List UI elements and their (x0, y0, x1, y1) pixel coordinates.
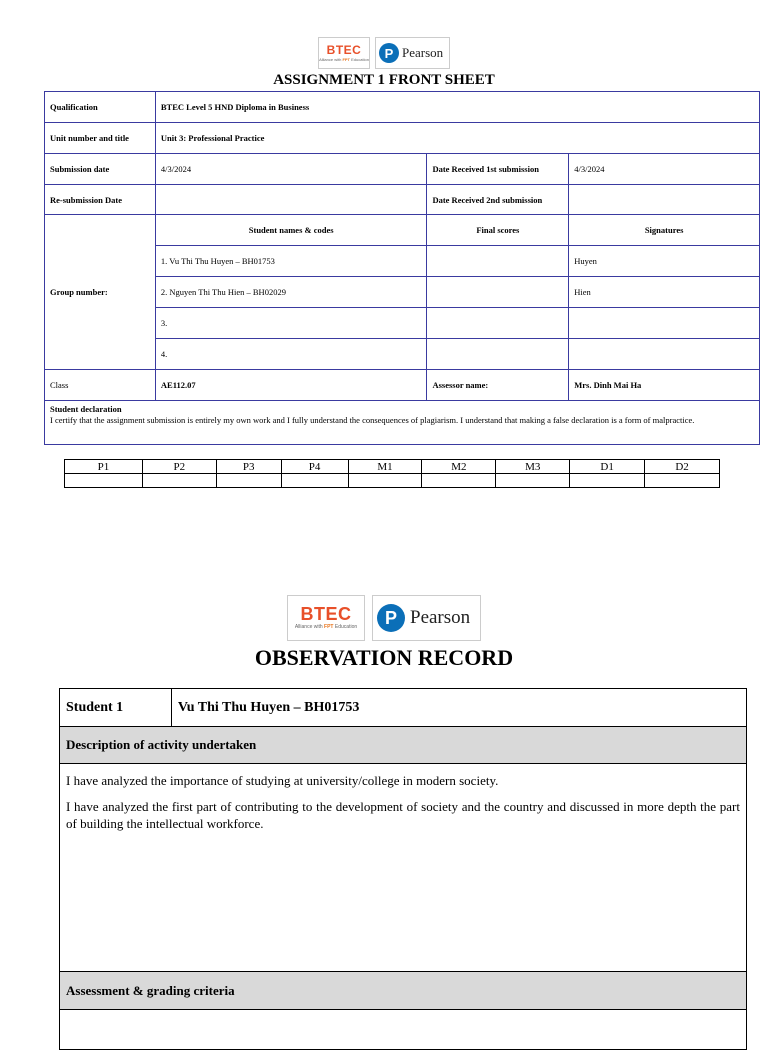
member-name: 2. Nguyen Thi Thu Hien – BH02029 (155, 277, 427, 308)
assessor-value: Mrs. Dinh Mai Ha (569, 370, 760, 401)
btec-logo-word: BTEC (326, 43, 362, 57)
description-heading: Description of activity undertaken (60, 727, 747, 764)
grade-cell (65, 474, 143, 488)
pearson-logo-word: Pearson (410, 607, 471, 628)
member-score (427, 308, 569, 339)
member-score (427, 246, 569, 277)
date-received-1-label: Date Received 1st submission (427, 154, 569, 185)
grade-header: D1 (570, 460, 645, 474)
grade-cell (216, 474, 281, 488)
grade-cell (496, 474, 570, 488)
class-value: AE112.07 (155, 370, 427, 401)
member-signature (569, 339, 760, 370)
grade-header: M2 (422, 460, 496, 474)
resubmission-date-label: Re-submission Date (45, 185, 156, 215)
qualification-value: BTEC Level 5 HND Diploma in Business (155, 92, 759, 123)
grade-cell (422, 474, 496, 488)
grade-cell (348, 474, 422, 488)
grade-header: P1 (65, 460, 143, 474)
student-label: Student 1 (60, 689, 172, 727)
submission-date-label: Submission date (45, 154, 156, 185)
description-paragraph: I have analyzed the importance of studying at university/college in modern society. (66, 773, 499, 788)
grade-header: D2 (645, 460, 720, 474)
pearson-logo (375, 37, 450, 69)
grade-header: P3 (216, 460, 281, 474)
date-received-2-value (569, 185, 760, 215)
grade-cell (281, 474, 348, 488)
grade-header: M3 (496, 460, 570, 474)
date-received-2-label: Date Received 2nd submission (427, 185, 569, 215)
signatures-column-header: Signatures (569, 215, 760, 246)
member-signature: Hien (569, 277, 760, 308)
btec-logo-sub: Alliance with FPT Education (319, 57, 369, 62)
member-name: 4. (155, 339, 427, 370)
pearson-p-icon: P (379, 43, 399, 63)
group-number-label: Group number: (45, 215, 156, 370)
resubmission-date-value (155, 185, 427, 215)
grade-cell (645, 474, 720, 488)
assessor-label: Assessor name: (427, 370, 569, 401)
scores-column-header: Final scores (427, 215, 569, 246)
member-name: 1. Vu Thi Thu Huyen – BH01753 (155, 246, 427, 277)
grade-header: M1 (348, 460, 422, 474)
grade-header: P2 (142, 460, 216, 474)
observation-table (59, 688, 747, 1050)
grades-table (64, 459, 720, 488)
btec-logo (318, 37, 370, 69)
declaration-text: I certify that the assignment submission is entirely my own work and I fully understand the consequences of plagiarism. I understand that making a false declaration is a form of malpractice. (50, 414, 695, 425)
member-name: 3. (155, 308, 427, 339)
unit-value: Unit 3: Professional Practice (155, 123, 759, 154)
front-sheet-table (44, 91, 760, 445)
description-body (60, 764, 747, 972)
grade-cell (570, 474, 645, 488)
btec-logo-sub: Alliance with FPT Education (294, 624, 358, 630)
pearson-logo-word: Pearson (402, 45, 444, 60)
member-score (427, 277, 569, 308)
student-value: Vu Thi Thu Huyen – BH01753 (171, 689, 746, 727)
description-paragraph: I have analyzed the first part of contributing to the development of society and the country and discussed in more depth the part of building the intellectual workforce. (66, 798, 740, 832)
member-signature: Huyen (569, 246, 760, 277)
criteria-body (60, 1010, 747, 1050)
pearson-logo (372, 595, 481, 641)
btec-logo (287, 595, 365, 641)
criteria-heading: Assessment & grading criteria (60, 972, 747, 1010)
member-score (427, 339, 569, 370)
unit-label: Unit number and title (45, 123, 156, 154)
qualification-label: Qualification (45, 92, 156, 123)
grade-cell (142, 474, 216, 488)
btec-logo-word: BTEC (300, 604, 352, 624)
students-column-header: Student names & codes (155, 215, 427, 246)
submission-date-value: 4/3/2024 (155, 154, 427, 185)
logos-observation (287, 594, 481, 642)
member-signature (569, 308, 760, 339)
declaration-heading: Student declaration (50, 404, 122, 414)
date-received-1-value: 4/3/2024 (569, 154, 760, 185)
class-label: Class (45, 370, 156, 401)
pearson-p-icon: P (377, 604, 405, 632)
student-declaration (45, 401, 760, 445)
observation-title: OBSERVATION RECORD (254, 645, 514, 670)
front-sheet-title: ASSIGNMENT 1 FRONT SHEET (273, 72, 495, 88)
logos-top (318, 36, 450, 70)
grade-header: P4 (281, 460, 348, 474)
